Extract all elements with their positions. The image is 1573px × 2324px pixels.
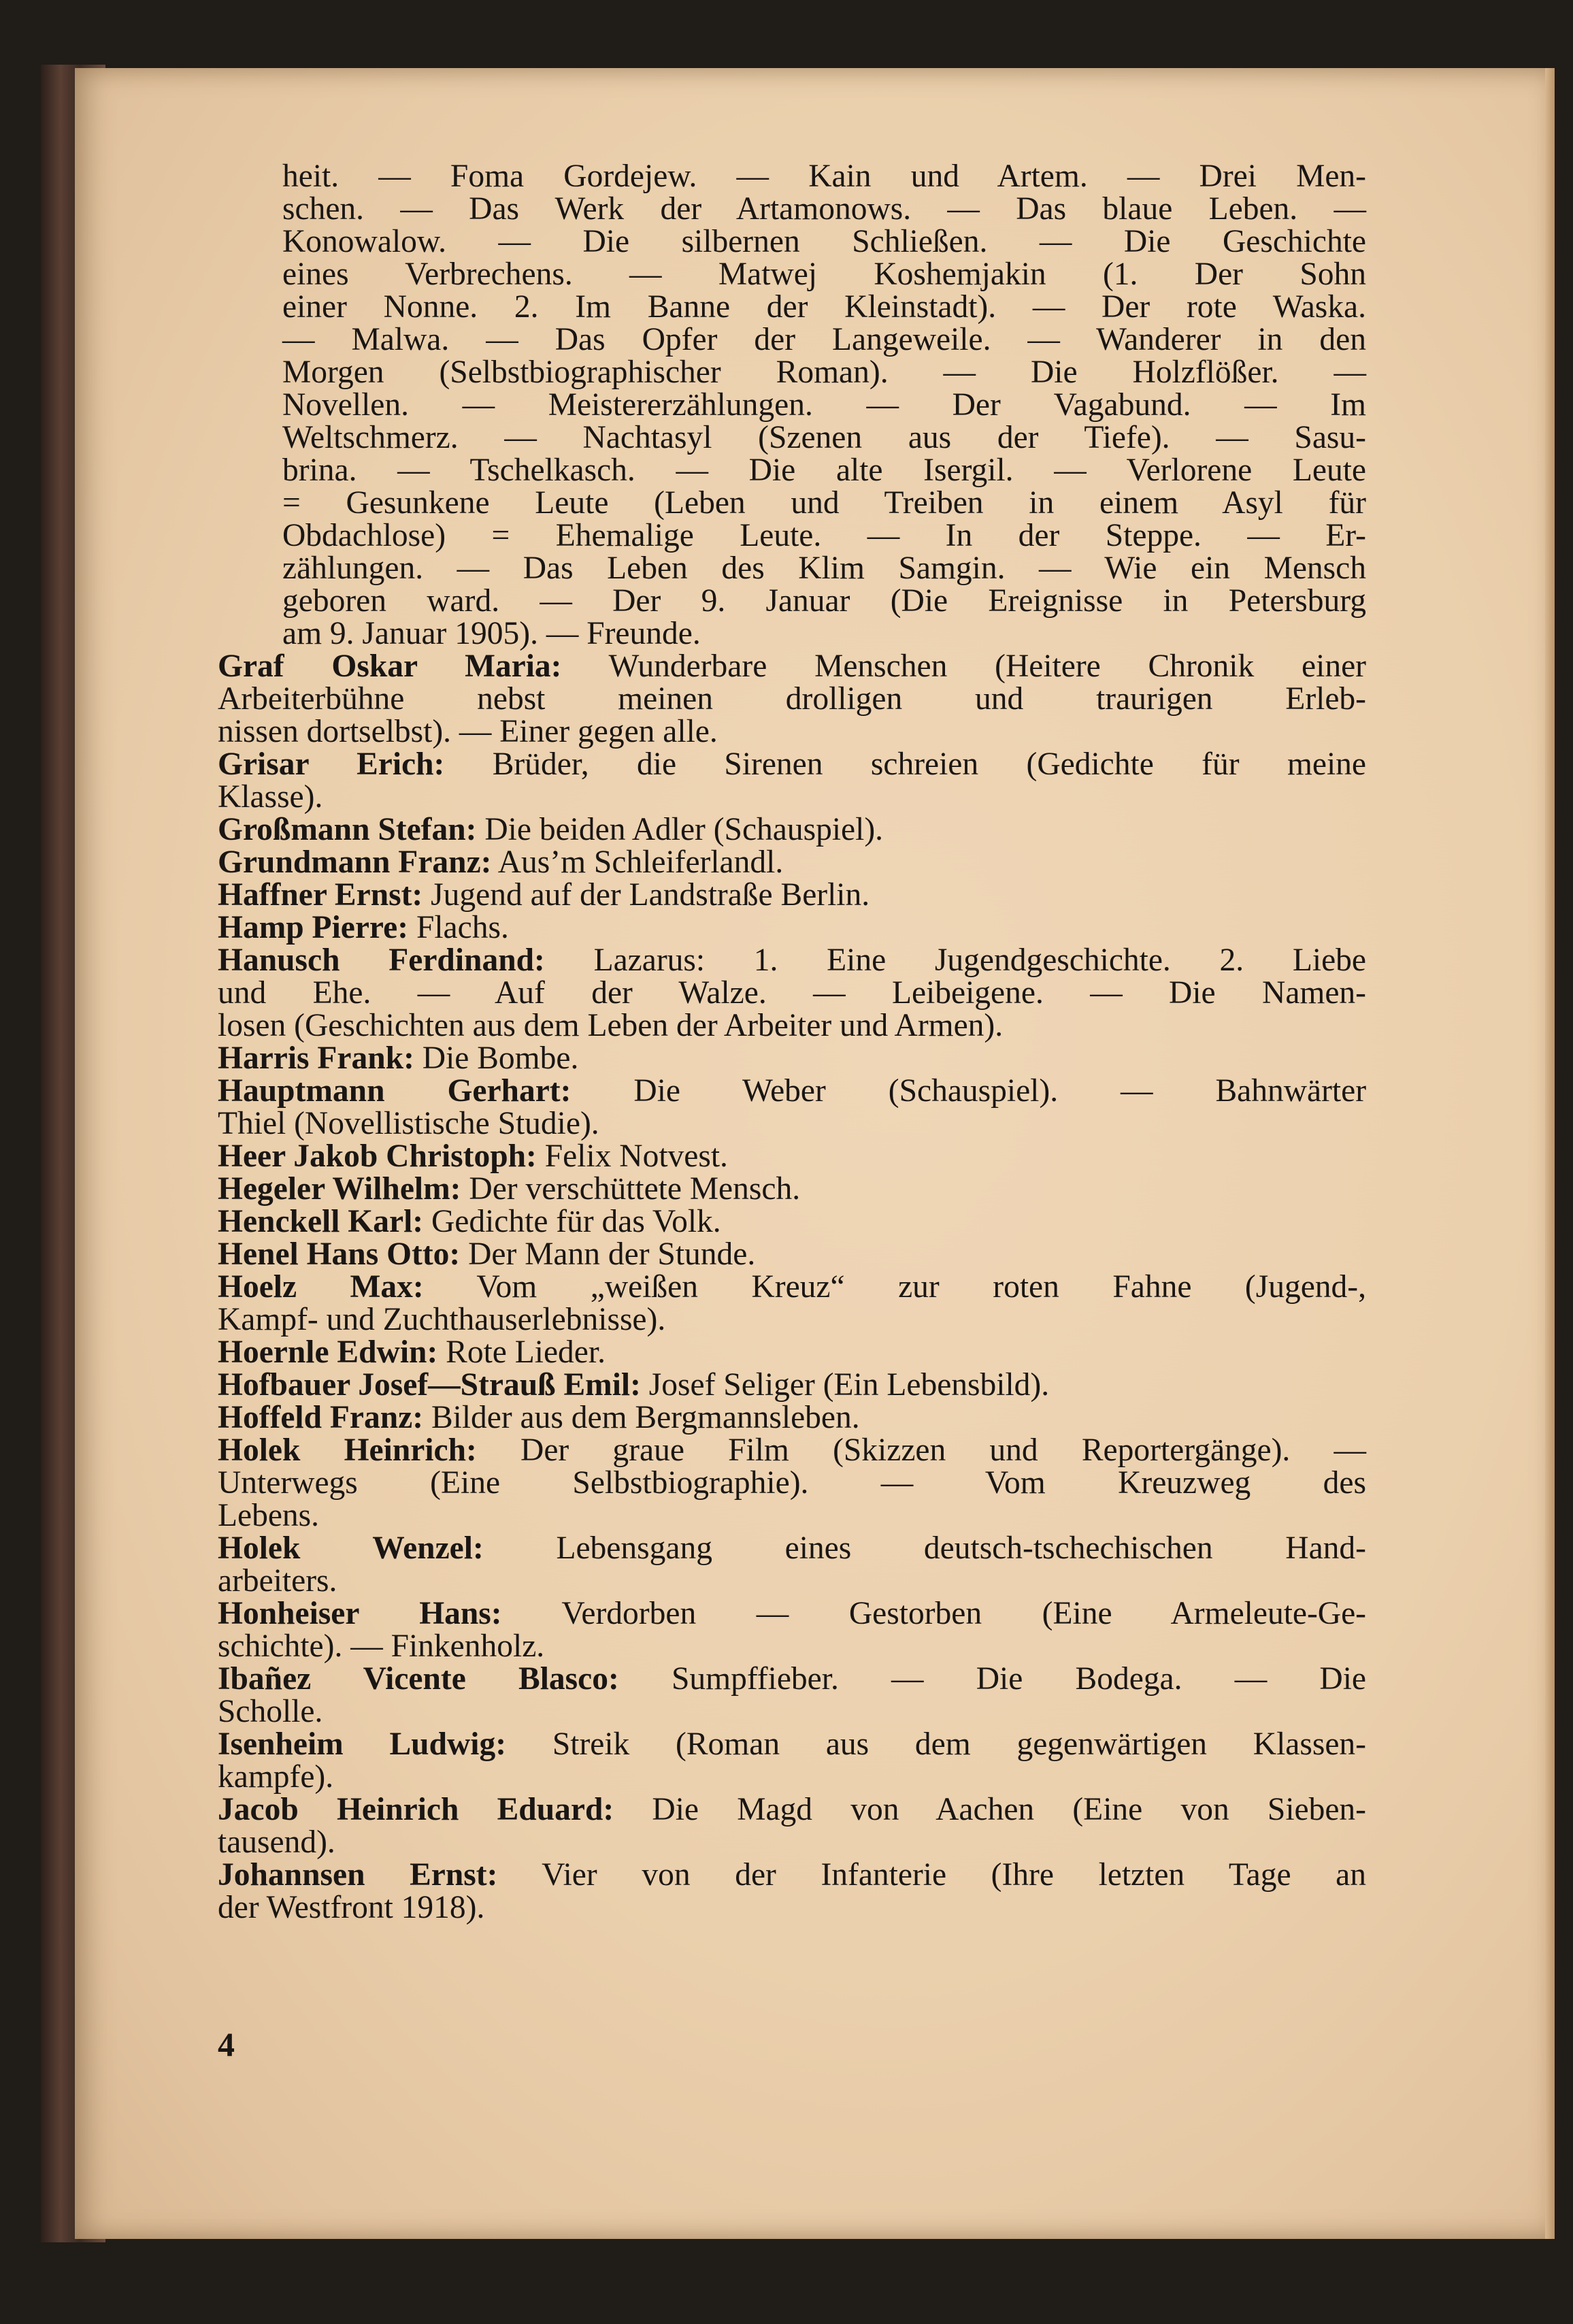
bibliography-entry xyxy=(218,1859,1366,1924)
bibliography-entry xyxy=(218,1173,1366,1205)
author-name: Hoelz Max: xyxy=(218,1269,424,1305)
bibliography-entry xyxy=(218,944,1366,1042)
bibliography-entry xyxy=(218,748,1366,813)
text-line: Scholle. xyxy=(218,1694,323,1729)
bibliography-entry xyxy=(218,911,1366,944)
work-titles: Lebensgang eines deutsch-tschechischen Hand- xyxy=(483,1531,1366,1566)
author-name: Heer Jakob Christoph: xyxy=(218,1139,537,1174)
text-line: = Gesunkene Leute (Leben und Treiben in einem Asyl für xyxy=(282,485,1366,521)
work-titles: Josef Seliger (Ein Lebensbild). xyxy=(640,1367,1050,1403)
work-titles: Jugend auf der Landstraße Berlin. xyxy=(423,877,870,913)
text-line xyxy=(218,1073,1367,1109)
work-titles: Die Magd von Aachen (Eine von Sieben- xyxy=(614,1792,1367,1827)
bibliography-entry xyxy=(218,1793,1366,1859)
work-titles: Gedichte für das Volk. xyxy=(423,1204,721,1239)
text-line: tausend). xyxy=(218,1824,335,1860)
bibliography-entry xyxy=(218,1238,1366,1271)
author-entries xyxy=(218,650,1366,1924)
text-line: geboren ward. — Der 9. Januar (Die Ereignisse in Petersburg xyxy=(282,583,1366,619)
author-name: Hamp Pierre: xyxy=(218,910,409,945)
text-line xyxy=(218,1204,1366,1239)
work-titles: Der Mann der Stunde. xyxy=(460,1237,756,1272)
text-line: und Ehe. — Auf der Walze. — Leibeigene. — Die Namen- xyxy=(218,975,1366,1011)
text-line xyxy=(218,1857,1366,1893)
text-line xyxy=(218,910,1366,945)
author-name: Henckell Karl: xyxy=(218,1204,424,1239)
author-name: Haffner Ernst: xyxy=(218,877,423,913)
bibliography-entry xyxy=(218,1369,1366,1401)
bibliography-entry xyxy=(218,1434,1366,1532)
text-line: zählungen. — Das Leben des Klim Samgin. — Wie ein Mensch xyxy=(282,551,1366,586)
author-name: Honheiser Hans: xyxy=(218,1596,502,1631)
text-line: Unterwegs (Eine Selbstbiographie). — Vom Kreuzweg des xyxy=(218,1465,1366,1501)
text-line xyxy=(218,1433,1367,1468)
work-titles: Wunderbare Menschen (Heitere Chronik einer xyxy=(561,649,1366,684)
text-line xyxy=(218,877,1366,913)
bibliography-entry xyxy=(218,1271,1366,1336)
author-name: Grisar Erich: xyxy=(218,747,445,782)
text-line xyxy=(218,845,1366,880)
work-titles: Streik (Roman aus dem gegenwärtigen Klassen- xyxy=(506,1726,1366,1762)
text-line: nissen dortselbst). — Einer gegen alle. xyxy=(218,714,718,749)
continued-entry xyxy=(218,160,1366,650)
text-line xyxy=(218,1661,1366,1697)
work-titles: Der graue Film (Skizzen und Reportergänge). — xyxy=(476,1433,1367,1468)
author-name: Hegeler Wilhelm: xyxy=(218,1171,461,1207)
text-line xyxy=(218,1171,1366,1207)
author-name: Hoffeld Franz: xyxy=(218,1400,424,1435)
text-line xyxy=(218,649,1366,684)
author-name: Harris Frank: xyxy=(218,1041,414,1076)
work-titles: Aus’m Schleiferlandl. xyxy=(491,845,784,880)
text-line xyxy=(218,1367,1366,1403)
text-line xyxy=(218,747,1366,782)
work-titles: Rote Lieder. xyxy=(437,1335,606,1370)
bibliography-entry xyxy=(218,1075,1366,1140)
text-line: Morgen (Selbstbiographischer Roman). — Die Holzflößer. — xyxy=(282,355,1366,390)
text-line: Konowalow. — Die silbernen Schließen. — Die Geschichte xyxy=(282,224,1366,259)
work-titles: Verdorben — Gestorben (Eine Armeleute-Ge- xyxy=(501,1596,1366,1631)
bibliography-text xyxy=(218,160,1366,1924)
author-name: Großmann Stefan: xyxy=(218,812,477,847)
author-name: Johannsen Ernst: xyxy=(218,1857,498,1893)
work-titles: Sumpffieber. — Die Bodega. — Die xyxy=(618,1661,1366,1697)
text-line: einer Nonne. 2. Im Banne der Kleinstadt). — Der rote Waska. xyxy=(282,289,1366,325)
work-titles: Brüder, die Sirenen schreien (Gedichte für meine xyxy=(444,747,1366,782)
author-name: Hanusch Ferdinand: xyxy=(218,943,545,978)
text-line xyxy=(218,812,1366,847)
bibliography-entry xyxy=(218,1401,1366,1434)
text-line xyxy=(218,1139,1366,1174)
bibliography-entry xyxy=(218,1205,1366,1238)
text-line: Obdachlose) = Ehemalige Leute. — In der Steppe. — Er- xyxy=(282,518,1366,553)
work-titles: Bilder aus dem Bergmannsleben. xyxy=(423,1400,860,1435)
author-name: Isenheim Ludwig: xyxy=(218,1726,507,1762)
text-line: Novellen. — Meistererzählungen. — Der Vagabund. — Im xyxy=(282,387,1366,423)
author-name: Grundmann Franz: xyxy=(218,845,492,880)
bibliography-entry xyxy=(218,1532,1366,1597)
bibliography-entry xyxy=(218,1597,1366,1663)
author-name: Hauptmann Gerhart: xyxy=(218,1073,572,1109)
text-line: kampfe). xyxy=(218,1759,334,1795)
bibliography-entry xyxy=(218,846,1366,879)
text-line: Klasse). xyxy=(218,779,323,815)
text-line: Kampf- und Zuchthauserlebnisse). xyxy=(218,1302,666,1337)
work-titles: Der verschüttete Mensch. xyxy=(461,1171,801,1207)
work-titles: Felix Notvest. xyxy=(536,1139,728,1174)
author-name: Graf Oskar Maria: xyxy=(218,649,562,684)
text-line xyxy=(218,1335,1366,1370)
text-line: — Malwa. — Das Opfer der Langeweile. — Wanderer in den xyxy=(282,322,1366,357)
work-titles: Vom „weißen Kreuz“ zur roten Fahne (Jugend-, xyxy=(423,1269,1367,1305)
text-line xyxy=(218,1400,1366,1435)
text-line: Arbeiterbühne nebst meinen drolligen und traurigen Erleb- xyxy=(218,681,1366,717)
work-titles: Die Weber (Schauspiel). — Bahnwärter xyxy=(571,1073,1367,1109)
bibliography-entry xyxy=(218,1336,1366,1369)
bibliography-entry xyxy=(218,1042,1366,1075)
text-line: Weltschmerz. — Nachtasyl (Szenen aus der Tiefe). — Sasu- xyxy=(282,420,1366,455)
author-name: Hoernle Edwin: xyxy=(218,1335,438,1370)
text-line xyxy=(218,1792,1367,1827)
text-line: Lebens. xyxy=(218,1498,320,1533)
author-name: Hofbauer Josef—Strauß Emil: xyxy=(218,1367,641,1403)
bibliography-entry xyxy=(218,1663,1366,1728)
text-line xyxy=(218,1726,1366,1762)
text-line: Thiel (Novellistische Studie). xyxy=(218,1106,599,1141)
bibliography-entry xyxy=(218,1140,1366,1173)
text-line xyxy=(218,1237,1366,1272)
work-titles: Lazarus: 1. Eine Jugendgeschichte. 2. Liebe xyxy=(544,943,1366,978)
text-line xyxy=(218,1041,1366,1076)
text-line: am 9. Januar 1905). — Freunde. xyxy=(282,616,701,651)
text-line: eines Verbrechens. — Matwej Koshemjakin (1. Der Sohn xyxy=(282,257,1366,292)
author-name: Henel Hans Otto: xyxy=(218,1237,461,1272)
text-line: schichte). — Finkenholz. xyxy=(218,1629,545,1664)
text-line: schen. — Das Werk der Artamonows. — Das blaue Leben. — xyxy=(282,191,1366,227)
text-line: der Westfront 1918). xyxy=(218,1890,485,1925)
bibliography-entry xyxy=(218,650,1366,748)
author-name: Ibañez Vicente Blasco: xyxy=(218,1661,619,1697)
author-name: Jacob Heinrich Eduard: xyxy=(218,1792,614,1827)
text-line xyxy=(218,1596,1366,1631)
bibliography-entry xyxy=(218,813,1366,846)
text-line xyxy=(218,1269,1367,1305)
author-name: Holek Heinrich: xyxy=(218,1433,477,1468)
work-titles: Die Bombe. xyxy=(414,1041,579,1076)
page-number: 4 xyxy=(218,2025,235,2063)
page-edge xyxy=(1545,68,1555,2239)
work-titles: Vier von der Infanterie (Ihre letzten Tage an xyxy=(497,1857,1366,1893)
bibliography-entry xyxy=(218,1728,1366,1793)
text-line: heit. — Foma Gordejew. — Kain und Artem. — Drei Men- xyxy=(282,159,1366,194)
text-line: losen (Geschichten aus dem Leben der Arbeiter und Armen). xyxy=(218,1008,1004,1043)
bibliography-entry xyxy=(218,879,1366,911)
work-titles: Flachs. xyxy=(408,910,509,945)
work-titles: Die beiden Adler (Schauspiel). xyxy=(476,812,884,847)
text-line xyxy=(218,1531,1366,1566)
text-line: brina. — Tschelkasch. — Die alte Isergil. — Verlorene Leute xyxy=(282,453,1366,488)
author-name: Holek Wenzel: xyxy=(218,1531,484,1566)
text-line: arbeiters. xyxy=(218,1563,337,1599)
text-line xyxy=(218,943,1366,978)
